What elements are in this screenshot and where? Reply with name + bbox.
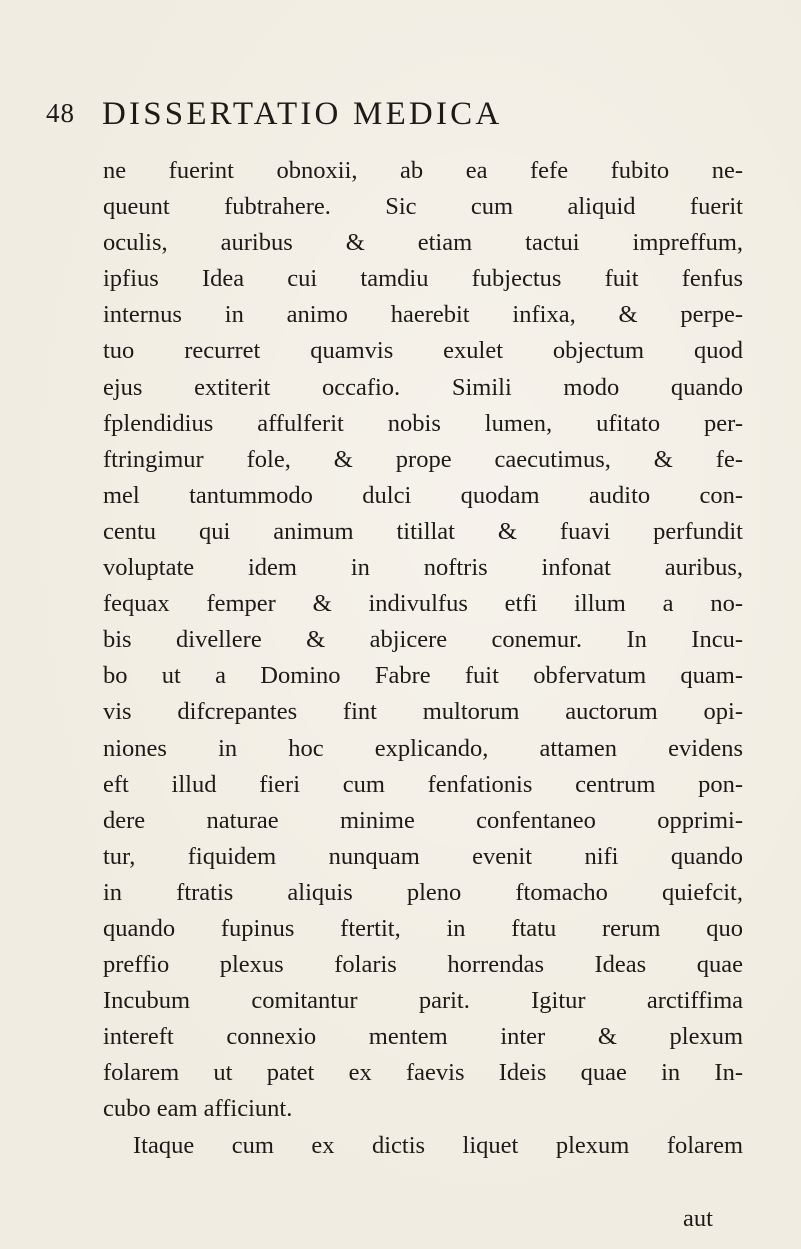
page-number: 48 [46, 98, 75, 128]
text-line: oculis, auribus & etiam tactui impreffum, [103, 229, 743, 257]
catchword: aut [683, 1205, 713, 1232]
text-line: in ftratis aliquis pleno ftomacho quiefcit, [103, 878, 743, 906]
text-line: fplendidius affulferit nobis lumen, ufitato per- [103, 409, 743, 437]
text-line: preffio plexus folaris horrendas Ideas quae [103, 951, 743, 979]
page-title: DISSERTATIO MEDICA [102, 96, 503, 132]
text-line: ne fuerint obnoxii, ab ea fefe fubito ne- [103, 157, 743, 184]
running-head [46, 96, 746, 140]
text-line: mel tantummodo dulci quodam audito con- [103, 481, 743, 509]
text-line: niones in hoc explicando, attamen evidens [103, 734, 743, 762]
text-line: quando fupinus ftertit, in ftatu rerum quo [103, 914, 743, 942]
text-line: intereft connexio mentem inter & plexum [103, 1023, 743, 1051]
text-line: centu qui animum titillat & fuavi perfundit [103, 517, 743, 545]
text-line: ejus extiterit occafio. Simili modo quando [103, 373, 743, 401]
text-line: eft illud fieri cum fenfationis centrum pon- [103, 770, 743, 798]
text-line: vis difcrepantes fint multorum auctorum opi- [103, 698, 743, 726]
text-line: cubo eam afficiunt. [103, 1095, 293, 1123]
text-line: Itaque cum ex dictis liquet plexum folarem [133, 1131, 743, 1159]
text-line: fequax femper & indivulfus etfi illum a no- [103, 590, 743, 618]
text-line: Incubum comitantur parit. Igitur arctiffima [103, 987, 743, 1015]
text-line: bis divellere & abjicere conemur. In Incu- [103, 626, 743, 654]
text-line: tuo recurret quamvis exulet objectum quod [103, 337, 743, 365]
text-line: ftringimur fole, & prope caecutimus, & fe- [103, 445, 743, 473]
text-line: ipfius Idea cui tamdiu fubjectus fuit fenfus [103, 265, 743, 293]
text-line: bo ut a Domino Fabre fuit obfervatum quam- [103, 662, 743, 690]
text-line: dere naturae minime confentaneo opprimi- [103, 806, 743, 834]
text-line: internus in animo haerebit infixa, & perpe- [103, 301, 743, 329]
text-line: tur, fiquidem nunquam evenit nifi quando [103, 842, 743, 870]
text-line: folarem ut patet ex faevis Ideis quae in In- [103, 1059, 743, 1087]
body-text [103, 153, 743, 1164]
text-line: voluptate idem in noftris infonat auribus, [103, 554, 743, 582]
text-line: queunt fubtrahere. Sic cum aliquid fuerit [103, 193, 743, 221]
